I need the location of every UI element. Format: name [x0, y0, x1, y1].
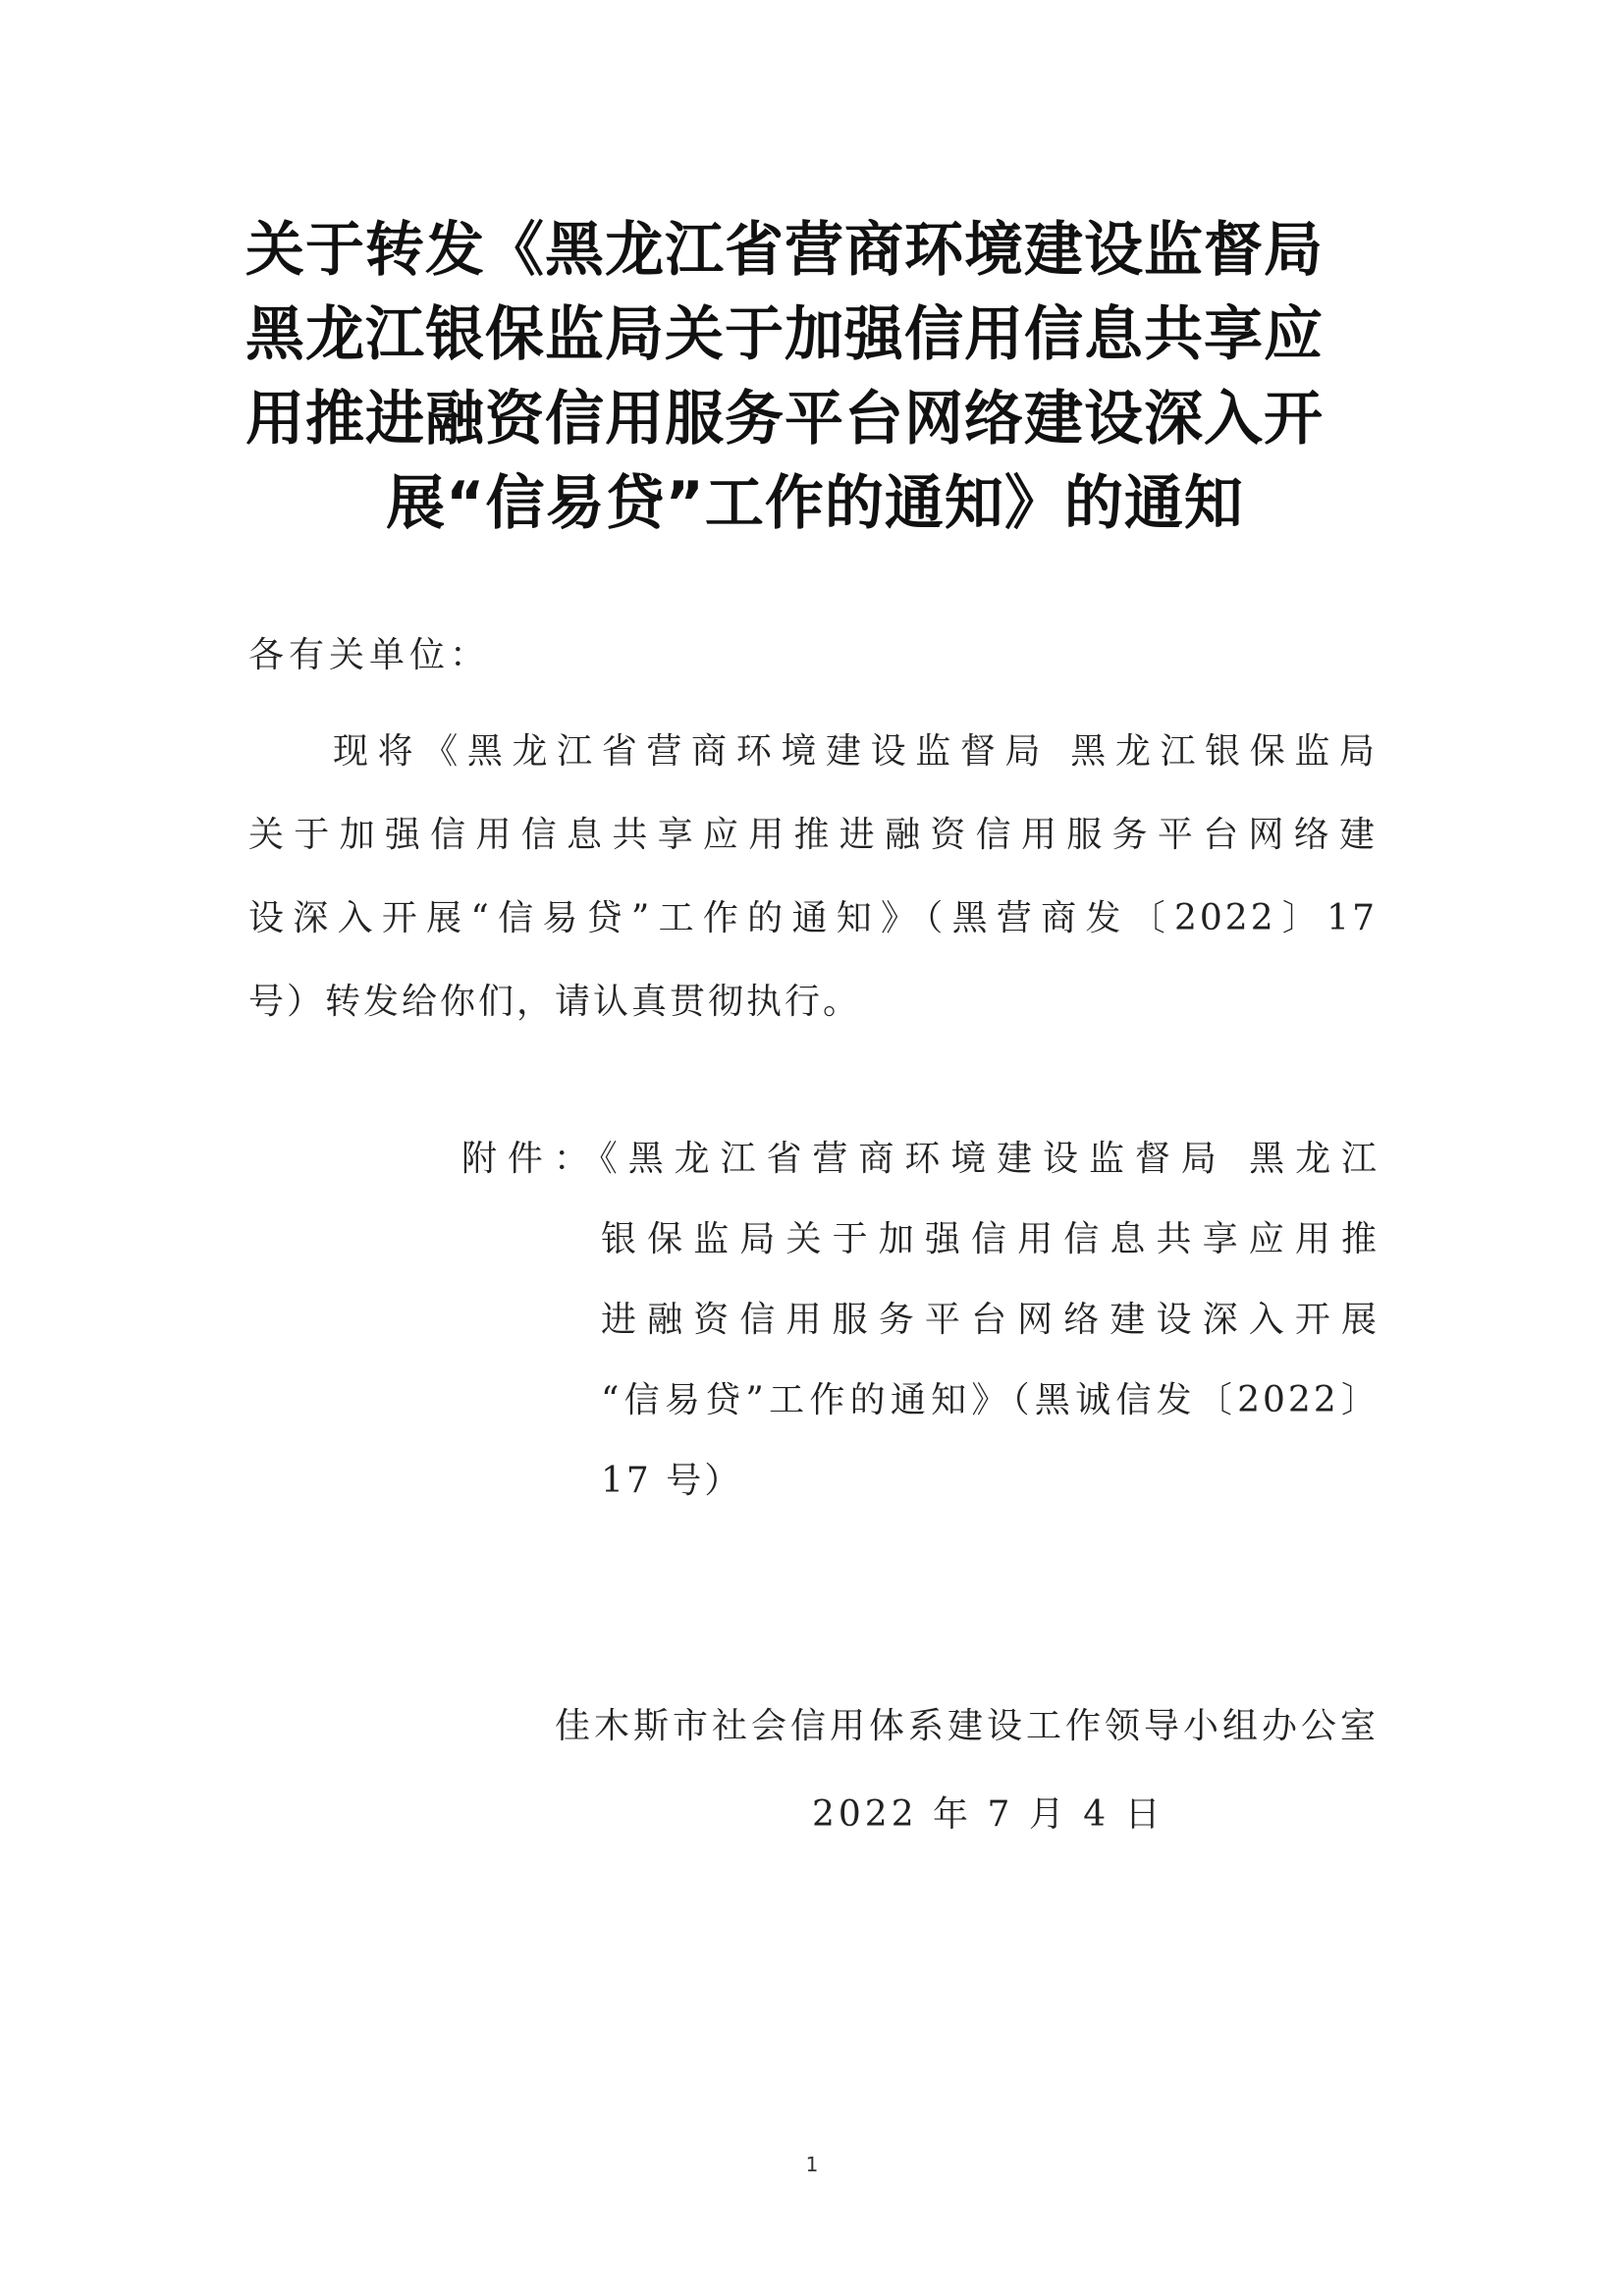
title-line: 黑龙江银保监局关于加强信用信息共享应 — [245, 300, 1324, 369]
body-line: 设深入开展“信易贷”工作的通知》（黑营商发〔2022〕17 — [248, 898, 1378, 938]
attachment-line: 银保监局关于加强信用信息共享应用推 — [601, 1219, 1380, 1259]
issue-date: 2022 年 7 月 4 日 — [812, 1794, 1164, 1835]
body-line: 号）转发给你们，请认真贯彻执行。 — [248, 982, 862, 1022]
body-paragraph — [248, 710, 1378, 1043]
attachment-line: “信易贷”工作的通知》（黑诚信发〔2022〕 — [601, 1380, 1380, 1420]
salutation: 各有关单位： — [248, 635, 491, 675]
issuing-office: 佳木斯市社会信用体系建设工作领导小组办公室 — [554, 1706, 1380, 1746]
document-title — [245, 208, 1384, 546]
attachment-line: 17 号） — [601, 1461, 743, 1501]
title-line: 关于转发《黑龙江省营商环境建设监督局 — [245, 216, 1324, 285]
title-line: 用推进融资信用服务平台网络建设深入开 — [245, 385, 1324, 454]
body-line: 现将《黑龙江省营商环境建设监督局 黑龙江银保监局 — [333, 731, 1378, 772]
attachment-line: 进融资信用服务平台网络建设深入开展 — [601, 1300, 1380, 1340]
title-line: 展“信易贷”工作的通知》的通知 — [386, 469, 1244, 538]
attachment-line: 附件：《黑龙江省营商环境建设监督局 黑龙江 — [461, 1139, 1380, 1179]
body-line: 关于加强信用信息共享应用推进融资信用服务平台网络建 — [248, 815, 1378, 855]
attachment-block — [461, 1119, 1380, 1522]
page-number: 1 — [805, 2153, 819, 2176]
